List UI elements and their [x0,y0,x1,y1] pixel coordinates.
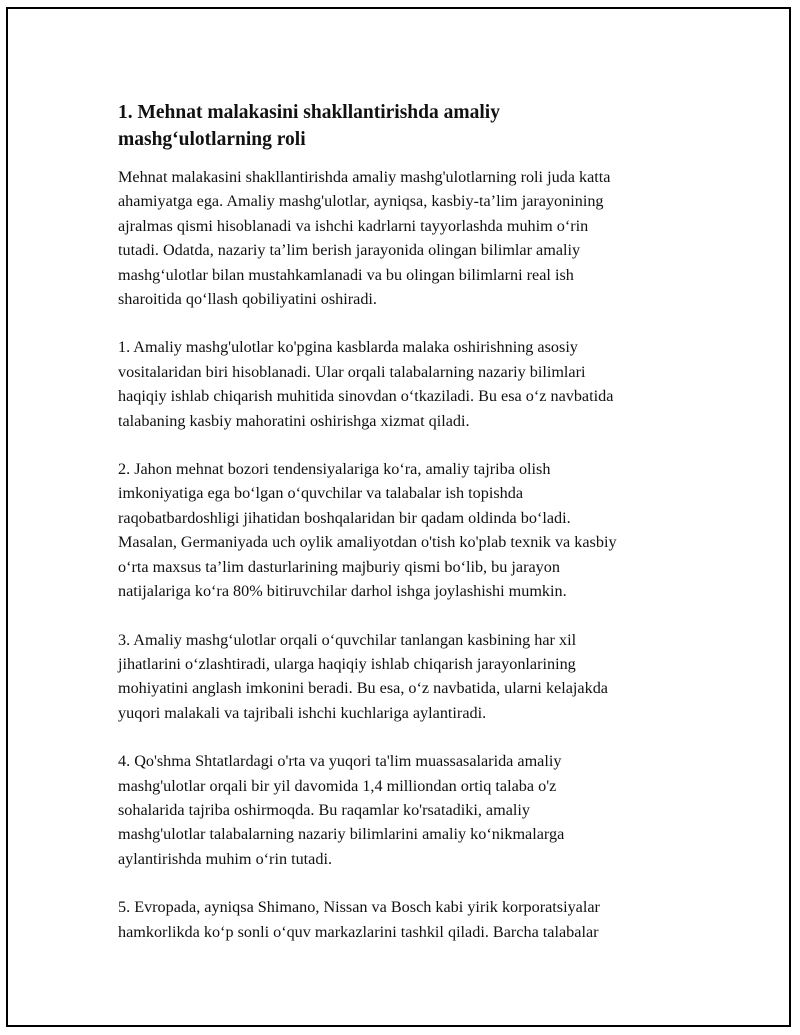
document-body [118,99,698,968]
text-line: aylantirishda muhim o‘rin tutadi. [118,849,332,868]
paragraph-point-4 [118,749,698,871]
text-line: sohalarida tajriba oshirmoqda. Bu raqamlar ko'rsatadiki, amaliy [118,800,530,819]
text-line: o‘rta maxsus ta’lim dasturlarining majburiy qismi bo‘lib, bu jarayon [118,557,560,576]
text-line: mashg'ulotlar orqali bir yil davomida 1,4 milliondan ortiq talaba o'z [118,776,557,795]
text-line: ajralmas qismi hisoblanadi va ishchi kadrlarni tayyorlashda muhim o‘rin [118,216,589,235]
text-line: raqobatbardoshligi jihatidan boshqalaridan bir qadam oldinda bo‘ladi. [118,508,571,527]
text-line: hamkorlikda ko‘p sonli o‘quv markazlarini tashkil qiladi. Barcha talabalar [118,922,599,941]
paragraph-point-1 [118,335,698,433]
text-line: haqiqiy ishlab chiqarish muhitida sinovdan o‘tkaziladi. Bu esa o‘z navbatida [118,387,614,406]
text-line: 4. Qo'shma Shtatlardagi o'rta va yuqori ta'lim muassasalarida amaliy [118,752,562,771]
text-line: tutadi. Odatda, nazariy ta’lim berish jarayonida olingan bilimlar amaliy [118,241,581,260]
text-line: 2. Jahon mehnat bozori tendensiyalariga ko‘ra, amaliy tajriba olish [118,460,551,479]
text-line: talabaning kasbiy mahoratini oshirishga xizmat qiladi. [118,411,470,430]
text-line: Masalan, Germaniyada uch oylik amaliyotdan o'tish ko'plab texnik va kasbiy [118,533,617,552]
text-line: 3. Amaliy mashg‘ulotlar orqali o‘quvchilar tanlangan kasbining har xil [118,630,577,649]
text-line: mashg‘ulotlar bilan mustahkamlanadi va bu olingan bilimlarni real ish [118,265,574,284]
intro-paragraph [118,165,698,311]
text-line: imkoniyatiga ega bo‘lgan o‘quvchilar va talabalar ish topishda [118,484,524,503]
text-line: vositalaridan biri hisoblanadi. Ular orqali talabalarning nazariy bilimlari [118,362,586,381]
title-line: mashg‘ulotlarning roli [118,129,306,150]
text-line: Mehnat malakasini shakllantirishda amaliy mashg'ulotlarning roli juda katta [118,168,611,186]
paragraph-point-3 [118,628,698,726]
paragraph-point-2 [118,457,698,603]
text-line: mohiyatini anglash imkonini beradi. Bu esa, o‘z navbatida, ularni kelajakda [118,679,608,698]
text-line: mashg'ulotlar talabalarning nazariy bilimlarini amaliy ko‘nikmalarga [118,825,565,844]
paragraph-point-5 [118,895,698,944]
text-line: yuqori malakali va tajribali ishchi kuchlariga aylantiradi. [118,703,487,722]
text-line: sharoitida qo‘llash qobiliyatini oshiradi. [118,290,377,309]
text-line: jihatlarini o‘zlashtiradi, ularga haqiqiy ishlab chiqarish jarayonlarining [118,654,576,673]
text-line: ahamiyatga ega. Amaliy mashg'ulotlar, ayniqsa, kasbiy-ta’lim jarayonining [118,192,604,211]
document-page [6,7,791,1027]
text-line: natijalariga ko‘ra 80% bitiruvchilar darhol ishga joylashishi mumkin. [118,582,567,601]
text-line: 5. Evropada, ayniqsa Shimano, Nissan va Bosch kabi yirik korporatsiyalar [118,898,600,917]
section-title [118,99,698,153]
title-line: 1. Mehnat malakasini shakllantirishda amaliy [118,102,500,123]
text-line: 1. Amaliy mashg'ulotlar ko'pgina kasblarda malaka oshirishning asosiy [118,338,578,357]
